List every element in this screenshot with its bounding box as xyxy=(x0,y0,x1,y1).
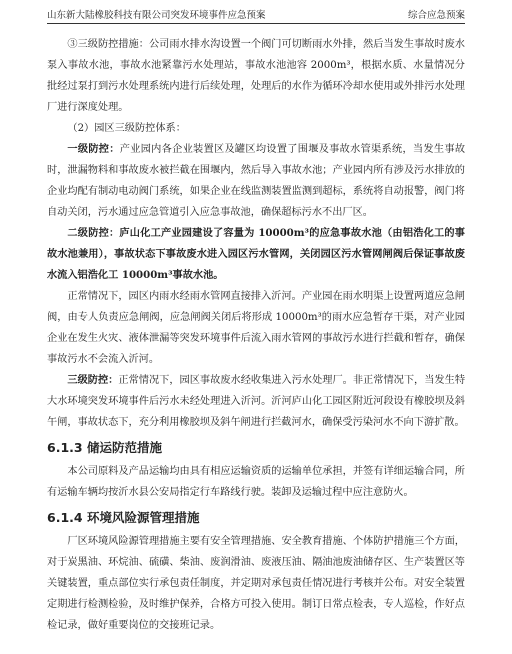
section-heading-storage: 6.1.3 储运防范措施 xyxy=(47,440,162,455)
paragraph-second-level xyxy=(47,223,465,286)
second-level-lead: 二级防控： xyxy=(67,227,120,239)
paragraph-third-level xyxy=(47,370,465,433)
third-level-lead: 三级防控： xyxy=(67,374,119,386)
paragraph-first-level xyxy=(47,139,465,223)
header-company: 山东新大陆橡胶科技有限公司突发环境事件应急预案 xyxy=(47,10,266,21)
paragraph-third-level-control: ③三级防控措施：公司雨水排水沟设置一个阀门可切断雨水外排，然后当发生事故时废水泵入事故水池，事故水池紧靠污水处理站，事故水池池容 2000m³，根据水质、水量情况分批经过泵打到污水处理系统内进行后续处理，处理后的水作为循环冷却水使用或外排污水处理厂进行深度处理。 xyxy=(47,39,465,113)
page-body xyxy=(47,34,465,636)
third-level-text: 正常情况下，园区事故废水经收集进入污水处理厂。非正常情况下，当发生特大水环境突发环境事件后污水未经处理进入沂河。沂河庐山化工园区附近河段设有橡胶坝及斜午闸，事故状态下，充分利用橡胶坝及斜午闸进行拦截河水，确保受污染河水不向下游扩散。 xyxy=(47,375,466,428)
paragraph-park-system: （2）园区三级防控体系： xyxy=(67,123,186,134)
paragraph-normal-conditions: 正常情况下，园区内雨水经雨水管网直接排入沂河。产业园在雨水明渠上设置两道应急闸阀，由专人负责应急闸阀，应急闸阀关闭后将形成 10000m³的雨水应急暂存干渠，对产业园企业在发生火灾、液体泄漏等突发环境事件后流入雨水管网的事故污水进行拦截和暂存，确保事故污水不会流入沂河。 xyxy=(47,291,465,365)
page-header xyxy=(47,8,465,24)
paragraph-risk-management: 厂区环境风险源管理措施主要有安全管理措施、安全教育措施、个体防护措施三个方面，对于炭黑油、环烷油、硫磺、柴油、废润滑油、废液压油、隔油池废油储存区、生产装置区等关键装置，重点部位实行承包责任制度，并定期对承包责任情况进行考核并公布。对安全装置定期进行检测检验，及时维护保养，合格方可投入使用。制订日常点检表，专人巡检，作好点检记录，做好重要岗位的交接班记录。 xyxy=(47,536,465,631)
header-doc-title: 综合应急预案 xyxy=(407,10,465,21)
second-level-text: 庐山化工产业园建设了容量为 10000m³的应急事故水池（由铝浩化工的事故水池兼用），事故状态下事故废水进入园区污水管网，关闭园区污水管网闸阀后保证事故废水流入铝浩化工 10000m³事故水池。 xyxy=(47,227,465,281)
section-heading-risk-management: 6.1.4 环境风险源管理措施 xyxy=(47,510,200,525)
first-level-text: 产业园内各企业装置区及罐区均设置了围堰及事故水管渠系统，当发生事故时，泄漏物料和事故废水被拦截在围堰内，然后导入事故水池；产业园内所有涉及污水排放的企业均配有制动电动阀门系统，如果企业在线监测装置监测到超标，系统将自动报警，阀门将自动关闭，污水通过应急管道引入应急事故池，确保超标污水不出厂区。 xyxy=(47,144,466,218)
paragraph-storage: 本公司原料及产品运输均由具有相应运输资质的运输单位承担，并签有详细运输合同，所有运输车辆均按沂水县公安局指定行车路线行驶。装卸及运输过程中应注意防火。 xyxy=(47,466,465,498)
first-level-lead: 一级防控： xyxy=(67,143,120,155)
